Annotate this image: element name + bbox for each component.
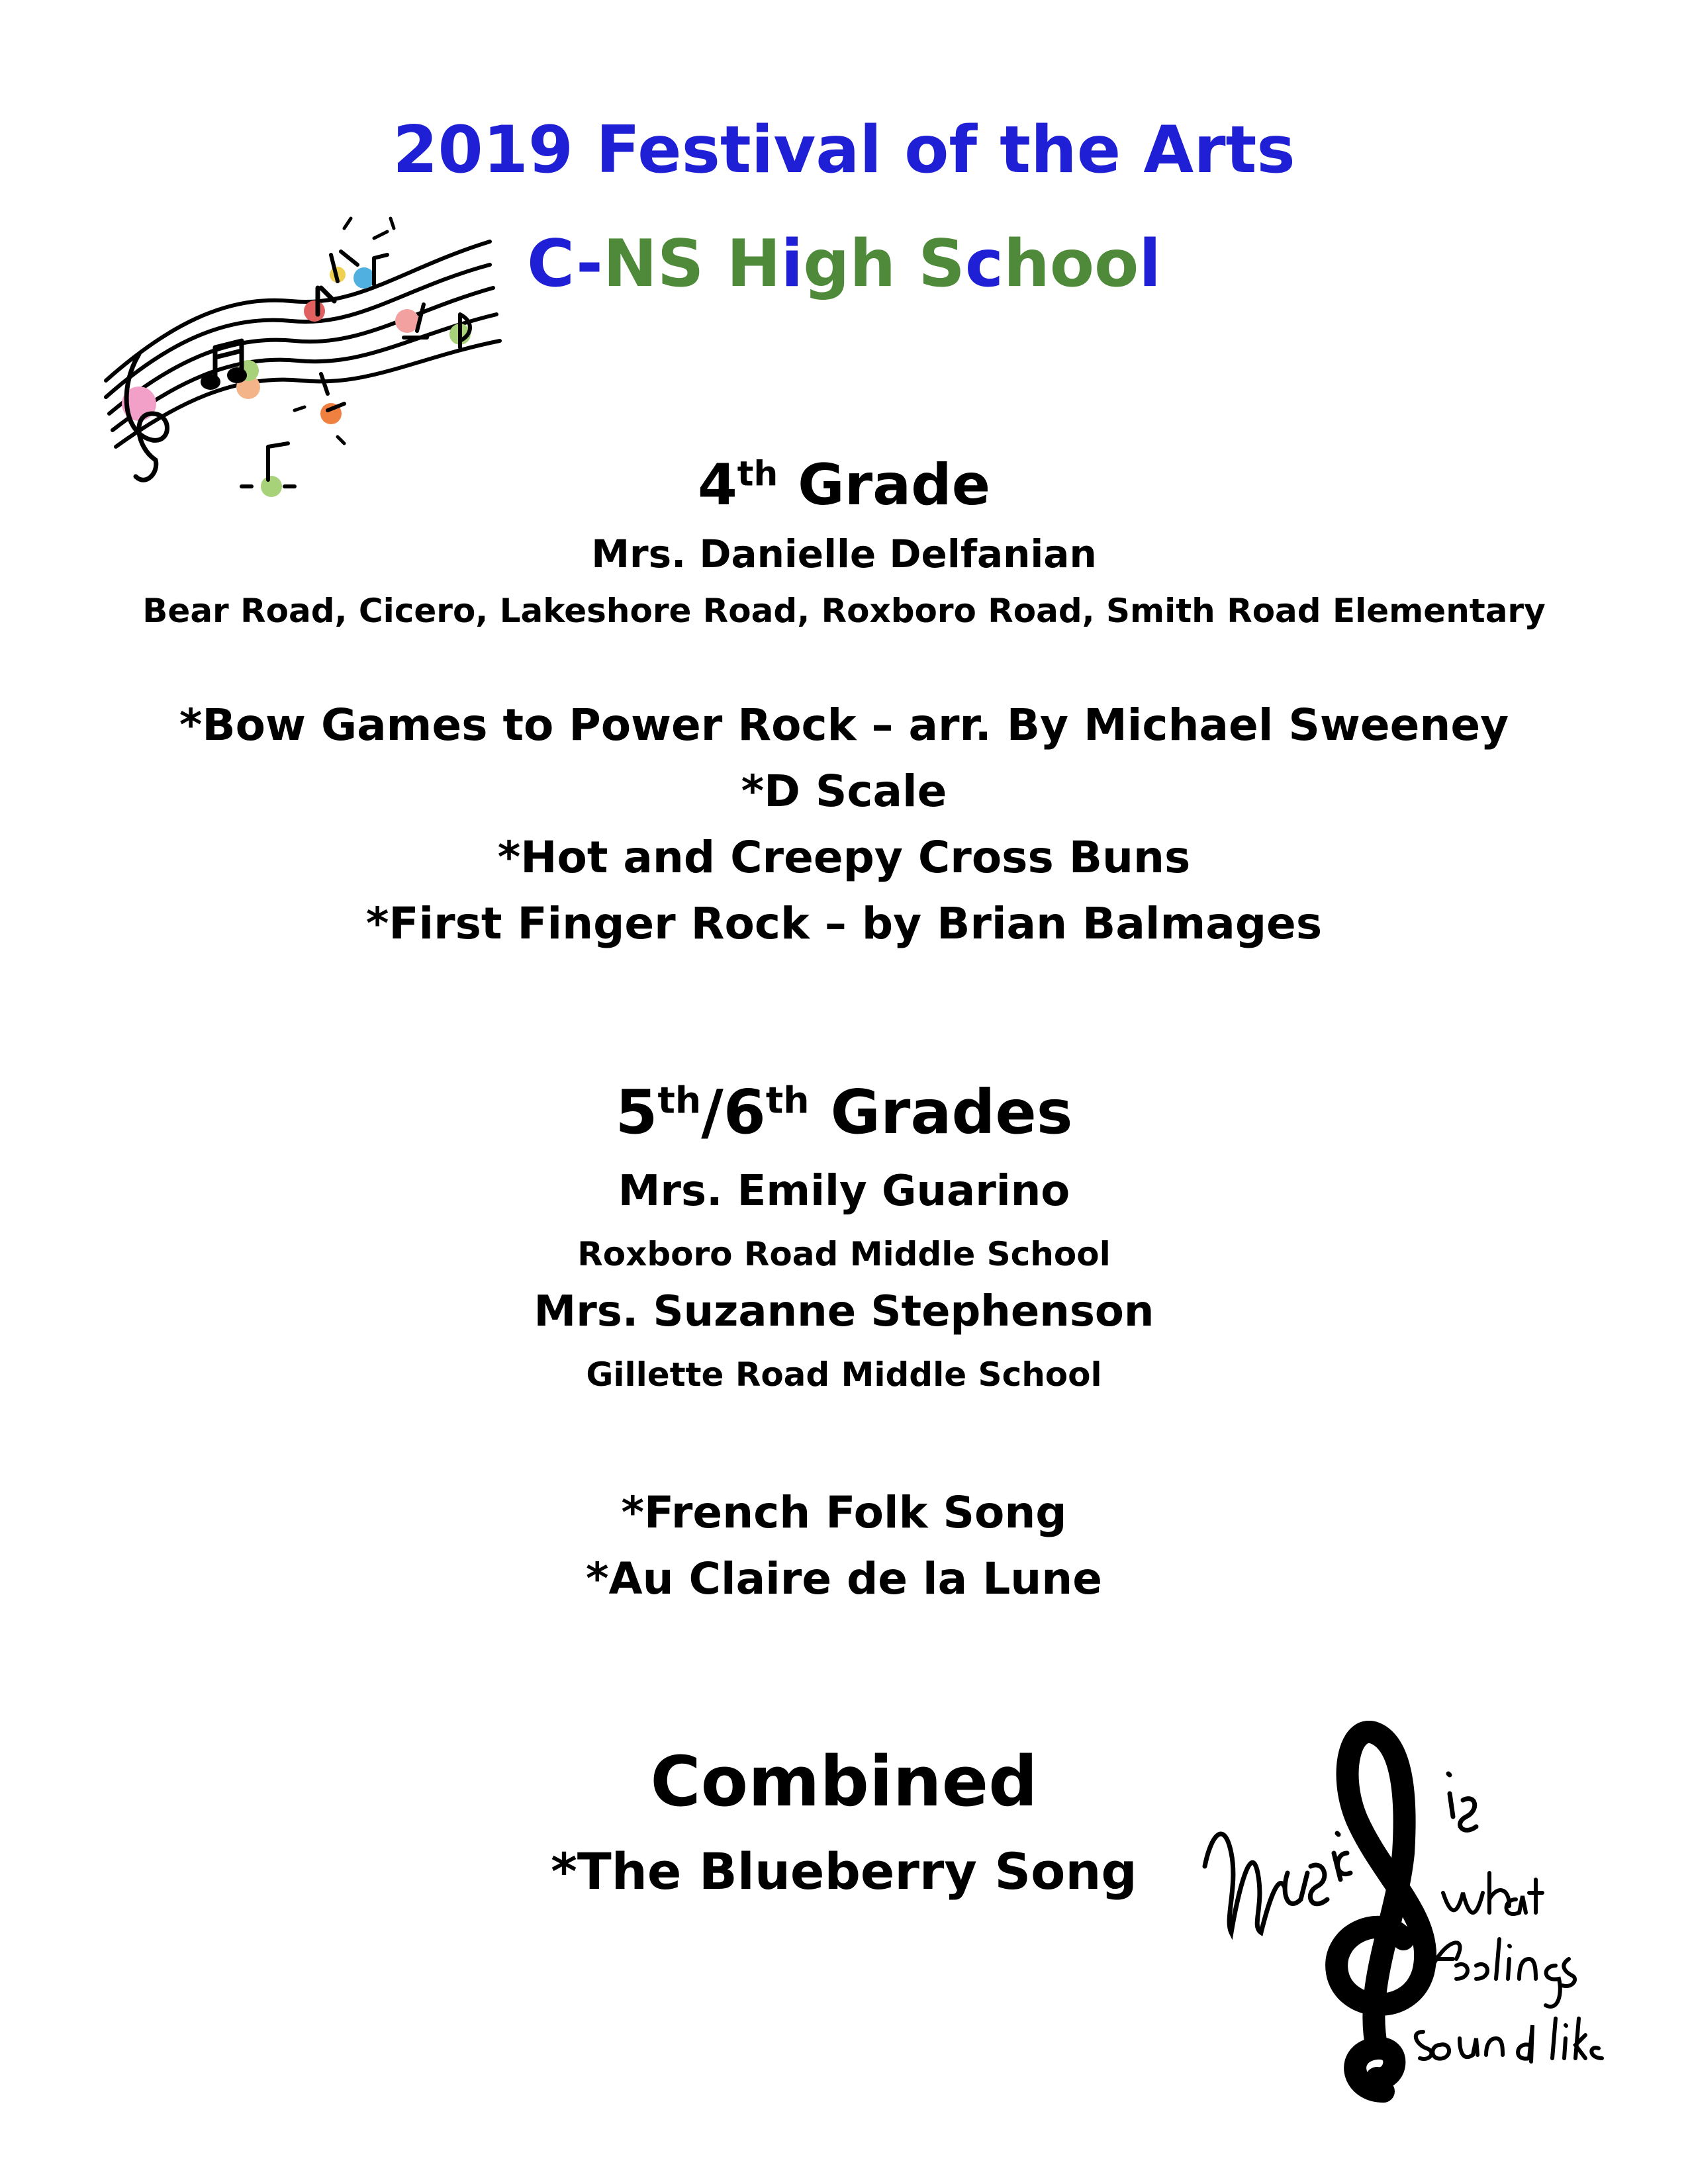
school-part: C-	[527, 226, 603, 302]
school-part: NS	[602, 226, 727, 302]
grade56-teacher-school: Gillette Road Middle School	[586, 1355, 1102, 1394]
grade4-heading-suffix: th	[737, 454, 778, 494]
grade4-schools: Bear Road, Cicero, Lakeshore Road, Roxboro Road, Smith Road Elementary	[142, 592, 1546, 630]
grade56-heading-text: Grades	[809, 1077, 1073, 1148]
grade56-teacher-name: Mrs. Emily Guarino	[618, 1167, 1070, 1216]
program-piece: *French Folk Song	[621, 1487, 1067, 1538]
school-part: gh	[803, 226, 919, 302]
school-part: c	[964, 226, 1004, 302]
grade4-heading	[0, 452, 1688, 518]
school-part: H	[726, 226, 781, 302]
grade4-heading-text: Grade	[778, 452, 991, 518]
school-part: h	[1003, 226, 1050, 302]
grade4-heading-number: 4	[697, 452, 737, 518]
school-part: i	[780, 226, 804, 302]
grade56-heading-number-b: /6	[701, 1077, 766, 1148]
program-piece: *Au Claire de la Lune	[586, 1553, 1102, 1604]
grade56-heading-suffix-b: th	[765, 1079, 810, 1122]
festival-title: 2019 Festival of the Arts	[393, 113, 1295, 188]
program-piece: *Bow Games to Power Rock – arr. By Michael Sweeney	[179, 700, 1509, 751]
grade4-teacher: Mrs. Danielle Delfanian	[591, 531, 1097, 576]
grade56-heading-number-a: 5	[615, 1077, 658, 1148]
program-piece: *Hot and Creepy Cross Buns	[497, 832, 1191, 883]
program-piece: *The Blueberry Song	[551, 1842, 1137, 1901]
treble-clef-quote-icon	[1185, 1721, 1609, 2118]
school-part: l	[1139, 226, 1161, 302]
grade56-teacher-name: Mrs. Suzanne Stephenson	[534, 1287, 1154, 1336]
combined-heading: Combined	[650, 1741, 1038, 1822]
grade56-heading-suffix-a: th	[657, 1079, 702, 1122]
grade56-teacher-school: Roxboro Road Middle School	[577, 1235, 1111, 1273]
program-piece: *First Finger Rock – by Brian Balmages	[365, 898, 1323, 949]
grade56-heading	[0, 1077, 1688, 1148]
program-piece: *D Scale	[741, 766, 947, 817]
page-title	[0, 113, 1688, 188]
school-part: S	[918, 226, 965, 302]
school-part: oo	[1049, 226, 1139, 302]
